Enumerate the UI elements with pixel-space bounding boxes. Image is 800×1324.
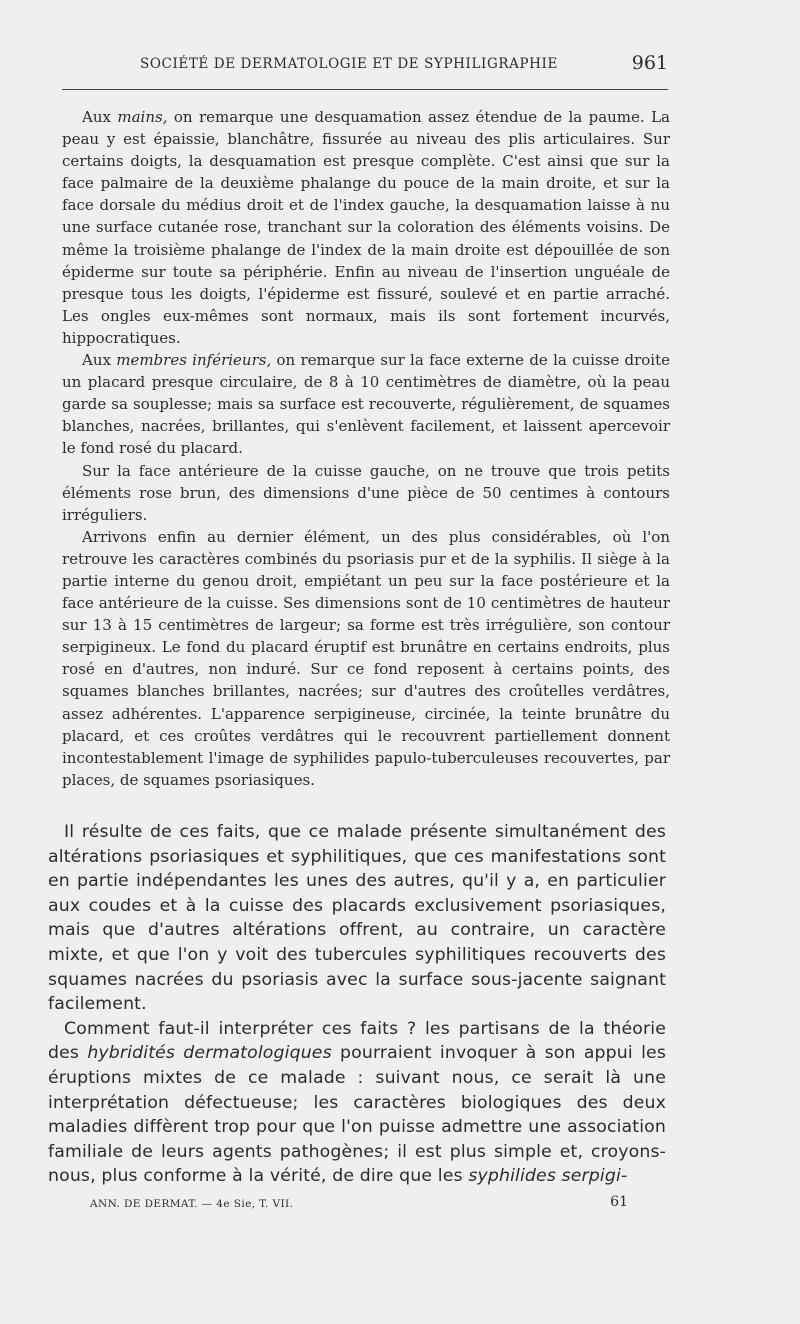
case-description	[62, 106, 670, 791]
paragraph-interpretation: Comment faut-il interpréter ces faits ? les partisans de la théorie des hybridités dermatologiques pourraient invoquer à son appui les éruptions mixtes de ce malade : suivant nous, ce serait là une interprétation défectueuse; les caractères biologiques des deux maladies diffèrent trop pour que l'on puisse admettre une association familiale de leurs agents pathogènes; il est plus simple et, croyons-nous, plus conforme à la vérité, de dire que les syphilides serpigi-	[48, 1018, 666, 1187]
paragraph-dernier-element: Arrivons enfin au dernier élément, un des plus considérables, où l'on retrouve les caractères combinés du psoriasis pur et de la syphilis. Il siège à la partie interne du genou droit, empiétant un peu sur la face postérieure et la face antérieure de la cuisse. Ses dimensions sont de 10 centimètres de hauteur sur 13 à 15 centimètres de largeur; sa forme est très irrégulière, son contour serpigineux. Le fond du placard éruptif est brunâtre en certains endroits, plus rosé en d'autres, non induré. Sur ce fond reposent à certains points, des squames blanches brillantes, nacrées; sur d'autres des croûtelles verdâtres, assez adhérentes. L'apparence serpigineuse, circinée, la teinte brunâtre du placard, et ces croûtes verdâtres qui le recouvrent partiellement donnent incontestablement l'image de syphilides papulo-tuberculeuses recouvertes, par places, de squames psoriasiques.	[62, 527, 670, 789]
discussion-text	[48, 820, 666, 1189]
paragraph-cuisse-gauche: Sur la face antérieure de la cuisse gauche, on ne trouve que trois petits éléments rose brun, des dimensions d'une pièce de 50 centimes à contours irréguliers.	[62, 461, 670, 524]
footer-citation: ANN. DE DERMAT. — 4e Sie, T. VII.	[90, 1198, 294, 1210]
paragraph-mains: Aux mains, on remarque une desquamation assez étendue de la paume. La peau y est épaissie, blanchâtre, fissurée au niveau des plis articulaires. Sur certains doigts, la desquamation est presque complète. C'est ainsi que sur la face palmaire de la deuxième phalange du pouce de la main droite, et sur la face dorsale du médius droit et de l'index gauche, la desquamation laisse à nu une surface cutanée rose, tranchant sur la coloration des éléments voisins. De même la troisième phalange de l'index de la main droite est dépouillée de son épiderme sur toute sa périphérie. Enfin au niveau de l'insertion unguéale de presque tous les doigts, l'épiderme est fissuré, soulevé et en partie arraché. Les ongles eux-mêmes sont normaux, mais ils sont fortement incurvés, hippocratiques.	[62, 108, 670, 347]
header-rule	[62, 89, 668, 90]
paragraph-conclusion: Il résulte de ces faits, que ce malade présente simultanément des altérations psoriasiques et syphilitiques, que ces manifestations sont en partie indépendantes les unes des autres, qu'il y a, en particulier aux coudes et à la cuisse des placards exclusivement psoriasiques, mais que d'autres altérations offrent, au contraire, un caractère mixte, et que l'on y voit des tubercules syphilitiques recouverts des squames nacrées du psoriasis avec la surface sous-jacente saignant facilement.	[48, 822, 666, 1015]
page-header	[60, 52, 668, 80]
signature-number: 61	[610, 1194, 628, 1210]
page-footer	[90, 1194, 628, 1214]
running-title: SOCIÉTÉ DE DERMATOLOGIE ET DE SYPHILIGRAPHIE	[140, 56, 558, 72]
page-number: 961	[631, 52, 668, 74]
paragraph-membres-inferieurs: Aux membres inférieurs, on remarque sur la face externe de la cuisse droite un placard presque circulaire, de 8 à 10 centimètres de diamètre, où la peau garde sa souplesse; mais sa surface est recouverte, régulièrement, de squames blanches, nacrées, brillantes, qui s'enlèvent facilement, et laissent apercevoir le fond rosé du placard.	[62, 351, 671, 458]
